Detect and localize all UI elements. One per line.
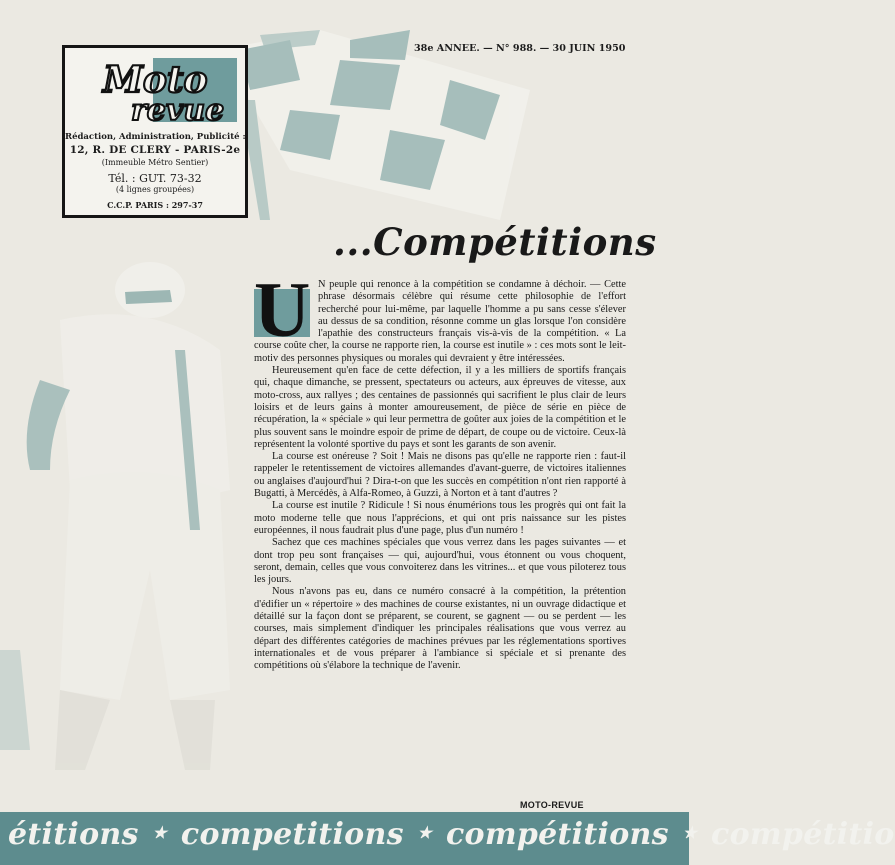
title-text: ...Compétitions [333,220,657,264]
masthead-immeuble: (Immeuble Métro Sentier) [101,158,209,167]
logo-revue-text: revue [131,93,225,128]
masthead-address: 12, R. DE CLERY - PARIS-2e [69,144,241,156]
logo-moto-text: Moto [103,59,208,101]
masthead-redaction: Rédaction, Administration, Publicité : [65,132,246,142]
star-icon: ★ [417,823,433,842]
article-signature: MOTO-REVUE [520,800,584,810]
banner-word-4: compétitio [711,817,895,852]
issue-info: 38e ANNEE. — N° 988. — 30 JUIN 1950 [414,43,626,54]
banner-text [8,817,895,852]
drop-cap [254,266,311,353]
star-icon: ★ [682,823,698,842]
article-paragraph-1: N peuple qui renonce à la compétition se condamne à déchoir. — Cette phrase désormais célèbre qui résume cette philosophie de l'effort recherché pour lui-même, par laquelle l'homme a pu sans cesse s'élever au dessus de sa condition, résonne comme un glas lorsque l'on considère l'apathie des constructeurs français vis-à-vis de la compétition. « La course coûte cher, la course ne rapporte rien, la course est inutile » : ces mots sont le leit-motiv des personnes physiques ou morales qui devraient y être intéressées. [254,279,626,364]
banner-word-3: compétitions [445,817,669,852]
rider-illustration [0,230,260,790]
article-body [254,266,626,673]
masthead-lignes: (4 lignes groupées) [115,185,195,194]
article-paragraph-6: Nous n'avons pas eu, dans ce numéro consacré à la compétition, la prétention d'édifier un « répertoire » des machines de course existantes, ni un ouvrage didactique et détaillé sur la façon dont se préparent, se courent, se gagnent — ou se perdent — les courses, mais simplement d'indiquer les principales réalisations que vous verrez au départ des différentes catégories de machines prévues par les réglementations sportives internationales et de vous préparer à l'ambiance si spéciale et si prenante des compétitions où s'élabore la technique de l'avenir. [254,586,626,672]
masthead-telephone: Tél. : GUT. 73-32 [108,172,202,185]
banner-word-2: competitions [180,817,404,852]
article-paragraph-5: Sachez que ces machines spéciales que vous verrez dans les pages suivantes — et dont trop peu sont françaises — qui, aujourd'hui, vous étonnent ou vous choquent, seront, demain, celles que vous convoiterez dans les vitrines... et que vous piloterez tous les jours. [254,537,626,586]
article-paragraph-3: La course est onéreuse ? Soit ! Mais ne disons pas qu'elle ne rapporte rien : faut-il rappeler le retentissement de victoires allemandes d'avant-guerre, de victoires italiennes ou anglaises d'aujourd'hui ? Dira-t-on que les succès en compétition n'ont rien rapporté à Bugatti, à Mercédès, à Alfa-Romeo, à Guzzi, à Norton et à tant d'autres ? [254,451,626,500]
star-icon: ★ [152,823,168,842]
drop-cap-letter: U [254,266,311,353]
competitions-banner [0,812,895,865]
masthead-box [62,45,248,218]
masthead-ccp: C.C.P. PARIS : 297-37 [107,200,203,210]
article-paragraph-4: La course est inutile ? Ridicule ! Si nous énumérions tous les progrès qui ont fait la moto moderne telle que nous l'apprécions, et qui ont pris naissance sur les pistes européennes, il nous faudrait plus d'une page, plus d'un numéro ! [254,500,626,536]
article-title [333,220,657,280]
article-paragraph-2: Heureusement qu'en face de cette défection, il y a les milliers de sportifs français qui, chaque dimanche, se pressent, spectateurs ou acteurs, aux épreuves de vitesse, aux moto-cross, aux rallyes ; des centaines de passionnés qui sacrifient le plus clair de leurs loisirs et de leurs gains à monter amoureusement, de pièce de série en pièce de récupération, la « spéciale » qui leur permettra de goûter aux joies de la compétition et le plus souvent sans le moindre espoir de prime de départ, de coupe ou de victoire. Ceux-là représentent la volonté sportive du pays et sont les garants de son avenir. [254,365,626,450]
banner-word-1: étitions [8,817,139,852]
moto-revue-logo [73,54,241,126]
